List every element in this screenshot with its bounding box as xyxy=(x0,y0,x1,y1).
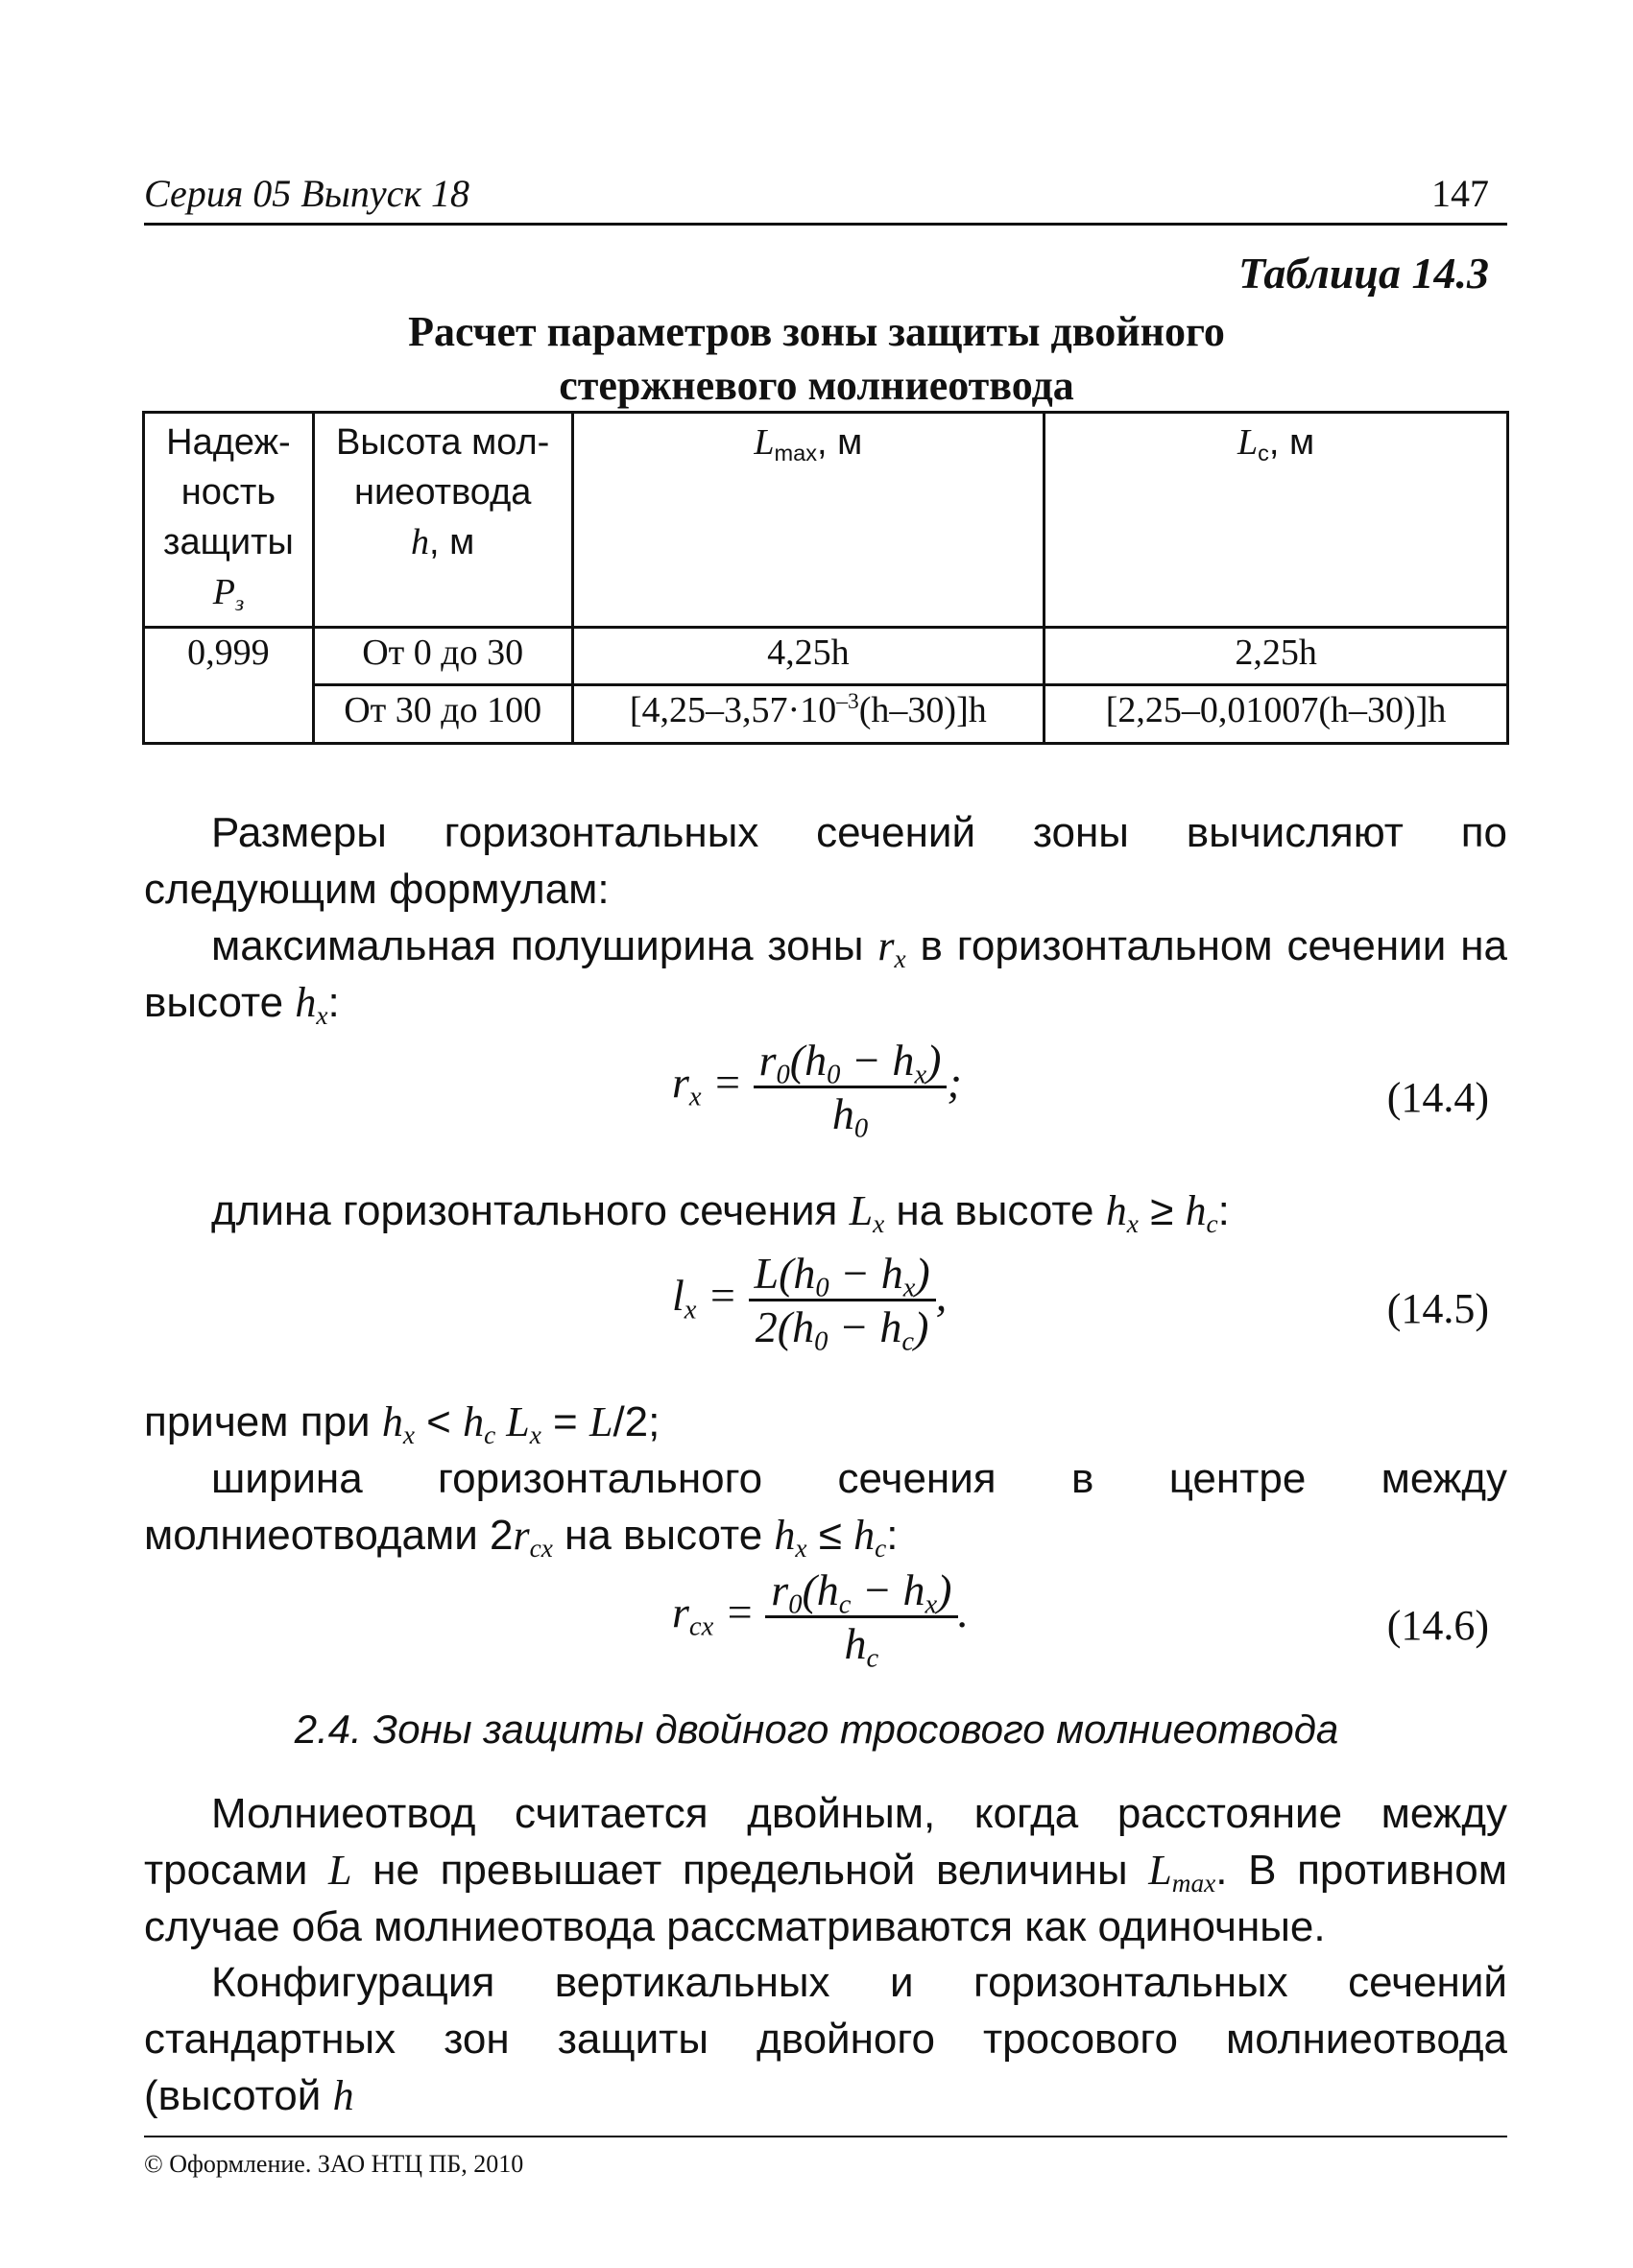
cell-lc: [2,25–0,01007(h–30)]h xyxy=(1045,685,1508,744)
running-header-series: Серия 05 Выпуск 18 xyxy=(144,172,470,215)
col-header-lmax: $L_{max}$, м xyxy=(572,413,1045,628)
paragraph-length: длина горизонтального сечения $L_x$ на высоте $h_x \ge h_c$: xyxy=(211,1187,1230,1239)
cell-height: От 0 до 30 xyxy=(313,627,572,685)
paragraph-configuration: Конфигурация вертикальных и горизонтальных сечений стандартных зон защиты двойного тросового молниеотвода (высотой h xyxy=(144,1959,1507,2119)
header-rule xyxy=(144,223,1507,226)
footer-rule xyxy=(144,2136,1507,2137)
cell-lmax: 4,25h xyxy=(572,627,1045,685)
paragraph-center-width: ширина горизонтального сечения в центре между молниеотводами $2r_{cx}$ на высоте $h_x \le h_c$: xyxy=(144,1455,1507,1564)
equation-number: (14.4) xyxy=(1386,1074,1489,1121)
table-title-line1: Расчет параметров зоны защиты двойного xyxy=(408,308,1225,355)
equation-number: (14.5) xyxy=(1386,1285,1489,1332)
equation-number: (14.6) xyxy=(1386,1602,1489,1649)
paragraph-intro: Размеры горизонтальных сечений зоны вычисляют по следующим формулам: xyxy=(144,809,1507,913)
col-header-reliability: Надеж- ность защиты $P_з$ xyxy=(144,413,314,628)
paragraph-half-width: максимальная полуширина зоны $r_x$ в горизонтальном сечении на высоте $h_x$: xyxy=(144,922,1508,1031)
table-row xyxy=(144,627,1508,685)
col-header-height: Высота мол- ниеотвода h, м xyxy=(313,413,572,628)
formula-14-6: $r_{cx}$ = $\frac{r_0(h_c - h_x)}{h_c}$ . xyxy=(672,1565,969,1674)
paragraph-double-cable: Молниеотвод считается двойным, когда расстояние между тросами L не превышает предельной величины $L_{max}$. В противном случае оба молниеотвода рассматриваются как одиночные. xyxy=(144,1790,1507,1950)
section-heading: 2.4. Зоны защиты двойного тросового молниеотвода xyxy=(294,1707,1339,1752)
formula-14-5: $l_x$ = $\frac{L(h_0 - h_x)}{2(h_0 - h_c)}$ , xyxy=(672,1249,948,1357)
footer-copyright: © Оформление. ЗАО НТЦ ПБ, 2010 xyxy=(144,2150,524,2178)
cell-lmax: $[4,25-3,57\cdot 10^{-3}(h-30)]h$ xyxy=(572,685,1045,744)
table-header-row xyxy=(144,413,1508,628)
table-title-line2: стержневого молниеотвода xyxy=(559,362,1074,409)
cell-lc: 2,25h xyxy=(1045,627,1508,685)
paragraph-condition: причем при $h_x < h_c$ $L_x = L/2$; xyxy=(144,1398,660,1450)
parameters-table xyxy=(142,411,1509,745)
col-header-lc: $L_c$, м xyxy=(1045,413,1508,628)
table-row xyxy=(144,685,1508,744)
cell-height: От 30 до 100 xyxy=(313,685,572,744)
cell-reliability: 0,999 xyxy=(144,627,314,743)
table-title xyxy=(0,305,1633,413)
table-label: Таблица 14.3 xyxy=(1237,249,1489,298)
formula-14-4: $r_x$ = $\frac{r_0(h_0 - h_x)}{h_0}$ ; xyxy=(672,1036,962,1144)
page-number: 147 xyxy=(1431,172,1489,215)
